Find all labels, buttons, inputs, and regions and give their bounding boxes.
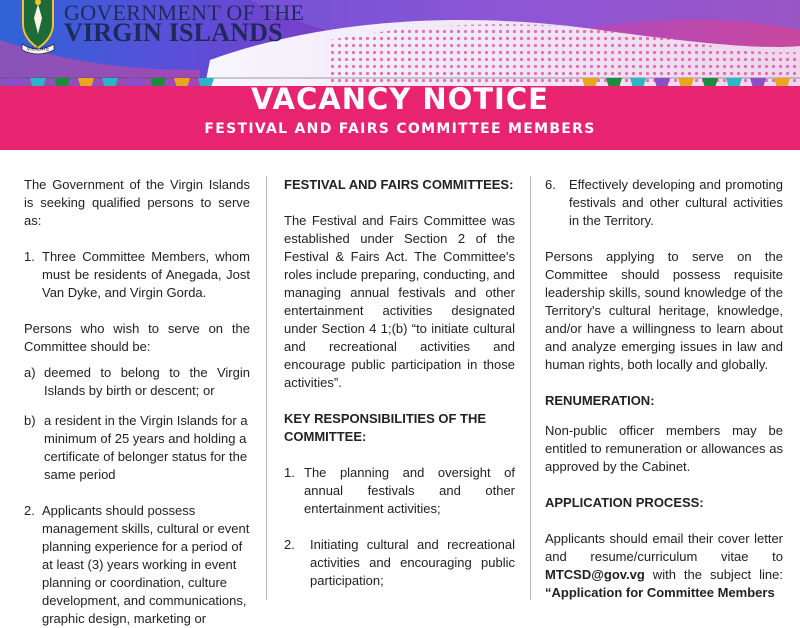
list-text: Applicants should possess management skills, cultural or event planning experience for a period of at least (3) years working in event planning or coordination, culture development, and communications, graphic design, marketing or xyxy=(42,503,250,626)
subject-line: “Application for Committee Members xyxy=(545,585,775,600)
committee-description: The Festival and Fairs Committee was established under Section 2 of the Festival & Fairs Act. The Committee's roles include preparing, conducting, and managing annual festivals and other entertainment activities designated under Section 4 1;(b) “to initiate cultural and recreational activities and encourage public participation in those activities”. xyxy=(284,213,515,390)
list-number: 6. xyxy=(545,177,556,192)
eligibility-intro: Persons who wish to serve on the Committee should be: xyxy=(24,321,250,354)
list-item-b xyxy=(24,412,250,484)
column-divider xyxy=(266,176,267,600)
email-link[interactable]: MTCSD@gov.vg xyxy=(545,567,645,582)
list-text: Initiating cultural and recreational activities and encouraging public participation; xyxy=(310,537,515,588)
section-heading: FESTIVAL AND FAIRS COMMITTEES: xyxy=(284,177,514,192)
application-instructions xyxy=(545,530,783,602)
column-3 xyxy=(545,176,783,602)
coat-of-arms-icon xyxy=(20,0,56,54)
remuneration-text: Non-public officer members may be entitled to remuneration or allowances as approved by the Cabinet. xyxy=(545,423,783,474)
list-number: 2. xyxy=(284,537,295,552)
column-divider xyxy=(530,176,531,600)
list-letter: a) xyxy=(24,365,36,380)
government-line-2: VIRGIN ISLANDS xyxy=(64,18,283,47)
list-letter: b) xyxy=(24,413,36,428)
page-title: VACANCY NOTICE xyxy=(251,82,549,116)
section-heading: KEY RESPONSIBILITIES OF THE COMMITTEE: xyxy=(284,411,487,444)
list-text: deemed to belong to the Virgin Islands by birth or descent; or xyxy=(44,365,250,398)
list-text: Effectively developing and promoting festivals and other cultural activities in the Territory. xyxy=(569,177,783,228)
applicant-requirements: Persons applying to serve on the Committee should possess requisite leadership skills, sound knowledge of the Territory's cultural heritage, knowledge, and/or have a willingness to learn about and analyze emerging issues in law and human rights, both locally and globally. xyxy=(545,249,783,372)
list-number: 1. xyxy=(24,249,35,264)
responsibility-1 xyxy=(284,464,515,518)
list-number: 2. xyxy=(24,503,35,518)
header-banner xyxy=(0,0,800,150)
section-heading: RENUMERATION: xyxy=(545,393,655,408)
government-line-1: GOVERNMENT OF THE xyxy=(64,0,305,25)
list-text: The planning and oversight of annual festivals and other entertainment activities; xyxy=(304,465,515,516)
responsibility-6 xyxy=(545,176,783,230)
page-subtitle: FESTIVAL AND FAIRS COMMITTEE MEMBERS xyxy=(204,121,596,137)
column-1 xyxy=(24,176,250,628)
list-text: a resident in the Virgin Islands for a minimum of 25 years and holding a certificate of belonger status for the same period xyxy=(44,413,248,482)
list-item-2 xyxy=(24,502,250,628)
list-number: 1. xyxy=(284,465,295,480)
list-item-1 xyxy=(24,248,250,302)
crest-motto: VIGILATE xyxy=(26,46,50,53)
application-text: with the subject line: xyxy=(644,567,783,582)
section-heading: APPLICATION PROCESS: xyxy=(545,495,704,510)
list-item-a xyxy=(24,364,250,400)
intro-paragraph: The Government of the Virgin Islands is seeking qualified persons to serve as: xyxy=(24,177,250,228)
responsibility-2 xyxy=(284,536,515,590)
application-text: Applicants should email their cover letter and resume/curriculum vitae to xyxy=(545,531,783,564)
list-text: Three Committee Members, whom must be residents of Anegada, Jost Van Dyke, and Virgin Gorda. xyxy=(42,249,250,300)
column-2 xyxy=(284,176,515,590)
